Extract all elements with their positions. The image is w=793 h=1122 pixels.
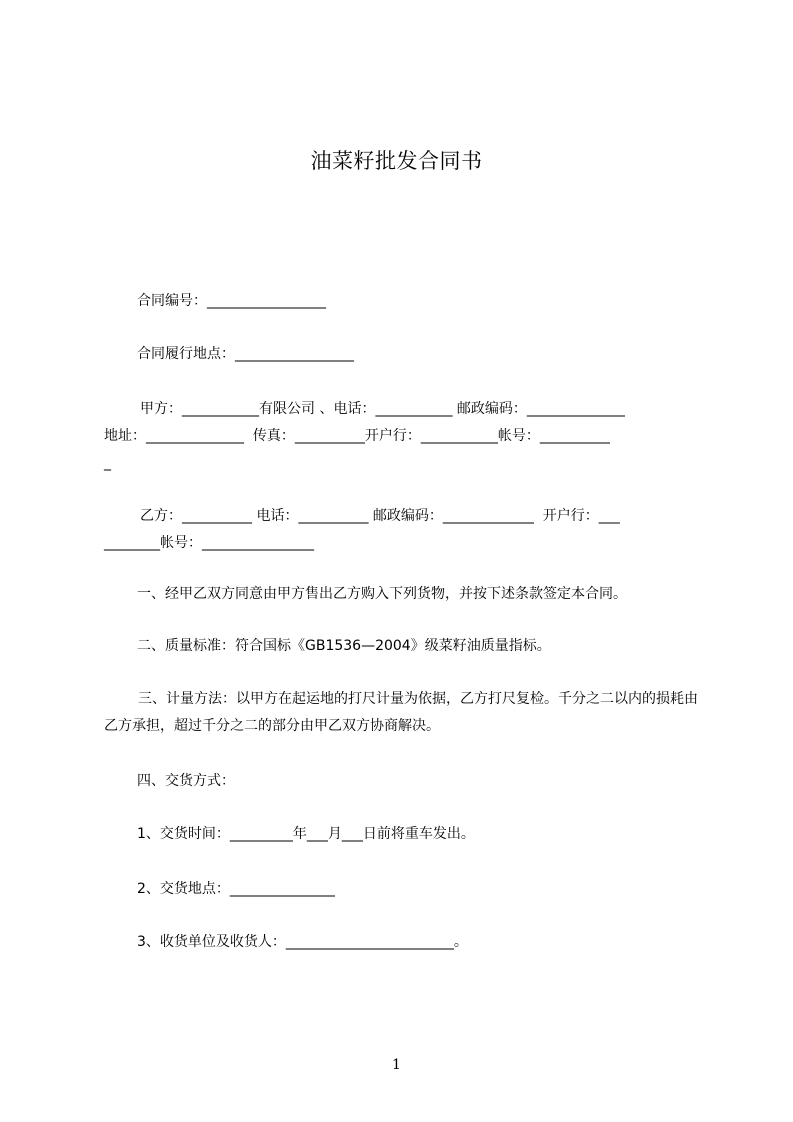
document-title: 油菜籽批发合同书 — [310, 149, 483, 173]
contract-number-line: 合同编号：_________________ — [137, 293, 326, 309]
page-number: 1 — [392, 1057, 401, 1073]
contract-location-line: 合同履行地点：_________________ — [137, 346, 354, 362]
delivery-time-item: 1、交货时间：_________年___月___日前将重车发出。 — [137, 826, 475, 842]
clause-4: 四、交货方式： — [137, 773, 235, 789]
party-b-line-1: 乙方：__________ 电话：__________ 邮政编码：_____________ 开户行：___ — [140, 508, 620, 524]
party-a-line-2: 地址：______________ 传真：__________开户行：___________帐号：__________ — [104, 428, 610, 444]
clause-2: 二、质量标准：符合国标《GB1536—2004》级菜籽油质量指标。 — [137, 638, 551, 654]
party-b-line-2: ________帐号：________________ — [104, 535, 314, 551]
receiver-item: 3、收货单位及收货人：________________________。 — [137, 934, 468, 950]
delivery-location-item: 2、交货地点：_______________ — [137, 881, 335, 897]
party-a-line-3: _ — [104, 455, 111, 471]
clause-3: 三、计量方法：以甲方在起运地的打尺计量为依据，乙方打尺复检。千分之二以内的损耗由乙方承担，超过千分之二的部分由甲乙双方协商解决。 — [104, 691, 698, 734]
party-a-line-1: 甲方：___________有限公司 、电话：___________ 邮政编码：______________ — [140, 401, 625, 417]
clause-1: 一、经甲乙双方同意由甲方售出乙方购入下列货物，并按下述条款签定本合同。 — [137, 586, 627, 602]
